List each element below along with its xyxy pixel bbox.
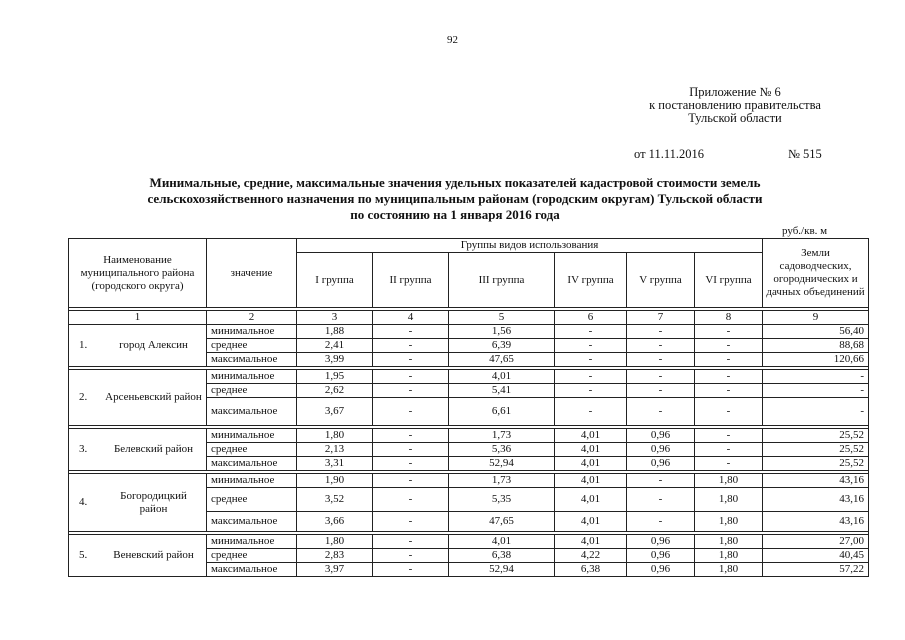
group-4-cell: -: [555, 339, 627, 353]
group-4-cell: -: [555, 353, 627, 367]
gardens-cell: 25,52: [763, 443, 869, 457]
group-4-cell: -: [555, 325, 627, 339]
table-row: [69, 535, 869, 549]
header-value: значение: [207, 239, 297, 308]
group-1-cell: 2,62: [297, 384, 373, 398]
group-2-cell: -: [373, 370, 449, 384]
district-name: Богородицкий район: [120, 489, 187, 515]
document-number: № 515: [788, 147, 822, 161]
group-1-cell: 3,99: [297, 353, 373, 367]
group-6-cell: 1,80: [695, 474, 763, 488]
title-line: по состоянию на 1 января 2016 года: [350, 207, 560, 222]
page-number: 92: [447, 34, 458, 46]
group-1-cell: 3,31: [297, 457, 373, 471]
district-name: Арсеньевский район: [105, 391, 202, 403]
group-2-cell: -: [373, 384, 449, 398]
group-6-cell: -: [695, 429, 763, 443]
gardens-cell: -: [763, 384, 869, 398]
group-6-cell: -: [695, 384, 763, 398]
group-3-cell: 52,94: [449, 457, 555, 471]
group-5-cell: 0,96: [627, 443, 695, 457]
group-5-cell: -: [627, 370, 695, 384]
title-line: Минимальные, средние, максимальные значения удельных показателей кадастровой стоимости земель: [149, 175, 761, 190]
group-4-cell: 4,01: [555, 474, 627, 488]
appendix-block: [600, 86, 870, 125]
district-name: Веневский район: [113, 549, 194, 561]
group-1-cell: 3,66: [297, 512, 373, 532]
gardens-cell: 25,52: [763, 457, 869, 471]
group-4-cell: 4,01: [555, 535, 627, 549]
group-4-cell: -: [555, 384, 627, 398]
gardens-cell: 57,22: [763, 563, 869, 577]
group-2-cell: -: [373, 549, 449, 563]
header-district: Наименование муниципального района (городского округа): [69, 239, 207, 308]
district-cell: [69, 370, 207, 426]
district-number: 2.: [79, 391, 88, 403]
group-6-cell: -: [695, 325, 763, 339]
group-2-cell: -: [373, 398, 449, 426]
group-2-cell: -: [373, 535, 449, 549]
column-number: 5: [449, 311, 555, 325]
header-group-1: I группа: [297, 253, 373, 308]
value-type-cell: среднее: [207, 488, 297, 512]
group-5-cell: -: [627, 325, 695, 339]
header-group-4: IV группа: [555, 253, 627, 308]
group-1-cell: 1,88: [297, 325, 373, 339]
column-number: 3: [297, 311, 373, 325]
group-1-cell: 3,52: [297, 488, 373, 512]
group-4-cell: 4,01: [555, 443, 627, 457]
header-groups: Группы видов использования: [297, 239, 763, 253]
group-3-cell: 6,39: [449, 339, 555, 353]
appendix-line: Тульской области: [688, 111, 782, 125]
group-6-cell: 1,80: [695, 549, 763, 563]
column-number: 1: [69, 311, 207, 325]
group-3-cell: 4,01: [449, 370, 555, 384]
group-1-cell: 3,97: [297, 563, 373, 577]
group-2-cell: -: [373, 474, 449, 488]
group-4-cell: 4,22: [555, 549, 627, 563]
value-type-cell: максимальное: [207, 353, 297, 367]
group-5-cell: -: [627, 398, 695, 426]
group-5-cell: -: [627, 512, 695, 532]
column-number: 2: [207, 311, 297, 325]
appendix-line: Приложение № 6: [689, 85, 781, 99]
group-2-cell: -: [373, 443, 449, 457]
gardens-cell: 27,00: [763, 535, 869, 549]
header-group-5: V группа: [627, 253, 695, 308]
district-number: 4.: [79, 496, 88, 508]
table-row: [69, 370, 869, 384]
group-6-cell: 1,80: [695, 563, 763, 577]
value-type-cell: минимальное: [207, 370, 297, 384]
group-3-cell: 1,73: [449, 429, 555, 443]
value-type-cell: минимальное: [207, 535, 297, 549]
group-6-cell: -: [695, 353, 763, 367]
group-3-cell: 6,38: [449, 549, 555, 563]
gardens-cell: 120,66: [763, 353, 869, 367]
column-number: 6: [555, 311, 627, 325]
gardens-cell: 25,52: [763, 429, 869, 443]
group-2-cell: -: [373, 325, 449, 339]
district-cell: [69, 325, 207, 367]
group-1-cell: 2,83: [297, 549, 373, 563]
district-name: Белевский район: [113, 443, 194, 455]
group-4-cell: -: [555, 398, 627, 426]
table-row: [69, 474, 869, 488]
gardens-cell: 40,45: [763, 549, 869, 563]
district-number: 5.: [79, 549, 88, 561]
district-cell: [69, 535, 207, 577]
group-2-cell: -: [373, 563, 449, 577]
group-6-cell: -: [695, 339, 763, 353]
group-1-cell: 3,67: [297, 398, 373, 426]
group-1-cell: 2,13: [297, 443, 373, 457]
group-3-cell: 4,01: [449, 535, 555, 549]
district-number: 3.: [79, 443, 88, 455]
document-date: от 11.11.2016: [634, 147, 704, 161]
gardens-cell: 43,16: [763, 474, 869, 488]
value-type-cell: максимальное: [207, 457, 297, 471]
value-type-cell: среднее: [207, 384, 297, 398]
group-3-cell: 1,56: [449, 325, 555, 339]
value-type-cell: минимальное: [207, 474, 297, 488]
group-3-cell: 1,73: [449, 474, 555, 488]
district-cell: [69, 429, 207, 471]
group-2-cell: -: [373, 353, 449, 367]
group-6-cell: -: [695, 457, 763, 471]
group-4-cell: 4,01: [555, 429, 627, 443]
header-gardens: Земли садоводческих, огороднических и дачных объединений: [763, 239, 869, 308]
group-5-cell: -: [627, 339, 695, 353]
column-number: 9: [763, 311, 869, 325]
district-number: 1.: [79, 339, 88, 351]
group-3-cell: 52,94: [449, 563, 555, 577]
value-type-cell: среднее: [207, 549, 297, 563]
group-1-cell: 1,80: [297, 535, 373, 549]
group-3-cell: 5,35: [449, 488, 555, 512]
value-type-cell: среднее: [207, 443, 297, 457]
group-6-cell: -: [695, 443, 763, 457]
group-5-cell: 0,96: [627, 457, 695, 471]
group-2-cell: -: [373, 339, 449, 353]
value-type-cell: среднее: [207, 339, 297, 353]
gardens-cell: 43,16: [763, 488, 869, 512]
header-group-6: VI группа: [695, 253, 763, 308]
gardens-cell: -: [763, 398, 869, 426]
group-1-cell: 1,80: [297, 429, 373, 443]
group-6-cell: -: [695, 370, 763, 384]
appendix-line: к постановлению правительства: [649, 98, 821, 112]
district-name: город Алексин: [119, 339, 188, 351]
group-6-cell: -: [695, 398, 763, 426]
group-1-cell: 2,41: [297, 339, 373, 353]
value-type-cell: минимальное: [207, 325, 297, 339]
group-5-cell: 0,96: [627, 549, 695, 563]
group-4-cell: 4,01: [555, 457, 627, 471]
value-type-cell: максимальное: [207, 563, 297, 577]
column-number: 7: [627, 311, 695, 325]
group-1-cell: 1,90: [297, 474, 373, 488]
header-group-3: III группа: [449, 253, 555, 308]
value-type-cell: максимальное: [207, 512, 297, 532]
units-label: руб./кв. м: [782, 225, 828, 237]
group-5-cell: -: [627, 384, 695, 398]
value-type-cell: максимальное: [207, 398, 297, 426]
table-row: [69, 429, 869, 443]
group-2-cell: -: [373, 488, 449, 512]
group-4-cell: 4,01: [555, 488, 627, 512]
group-5-cell: 0,96: [627, 535, 695, 549]
group-1-cell: 1,95: [297, 370, 373, 384]
title-line: сельскохозяйственного назначения по муниципальным районам (городским округам) Тульской области: [147, 191, 763, 206]
value-type-cell: минимальное: [207, 429, 297, 443]
group-3-cell: 47,65: [449, 512, 555, 532]
group-3-cell: 6,61: [449, 398, 555, 426]
group-4-cell: 4,01: [555, 512, 627, 532]
group-2-cell: -: [373, 512, 449, 532]
group-5-cell: -: [627, 488, 695, 512]
group-6-cell: 1,80: [695, 512, 763, 532]
group-3-cell: 47,65: [449, 353, 555, 367]
header-group-2: II группа: [373, 253, 449, 308]
group-4-cell: -: [555, 370, 627, 384]
group-5-cell: 0,96: [627, 563, 695, 577]
group-5-cell: -: [627, 353, 695, 367]
group-3-cell: 5,41: [449, 384, 555, 398]
group-5-cell: 0,96: [627, 429, 695, 443]
gardens-cell: -: [763, 370, 869, 384]
group-4-cell: 6,38: [555, 563, 627, 577]
group-3-cell: 5,36: [449, 443, 555, 457]
column-number: 8: [695, 311, 763, 325]
gardens-cell: 88,68: [763, 339, 869, 353]
group-2-cell: -: [373, 457, 449, 471]
cadastral-value-table: [68, 238, 869, 577]
district-cell: [69, 474, 207, 532]
document-title: [80, 175, 830, 223]
column-number: 4: [373, 311, 449, 325]
group-6-cell: 1,80: [695, 535, 763, 549]
table-row: [69, 325, 869, 339]
group-5-cell: -: [627, 474, 695, 488]
group-2-cell: -: [373, 429, 449, 443]
gardens-cell: 43,16: [763, 512, 869, 532]
gardens-cell: 56,40: [763, 325, 869, 339]
group-6-cell: 1,80: [695, 488, 763, 512]
